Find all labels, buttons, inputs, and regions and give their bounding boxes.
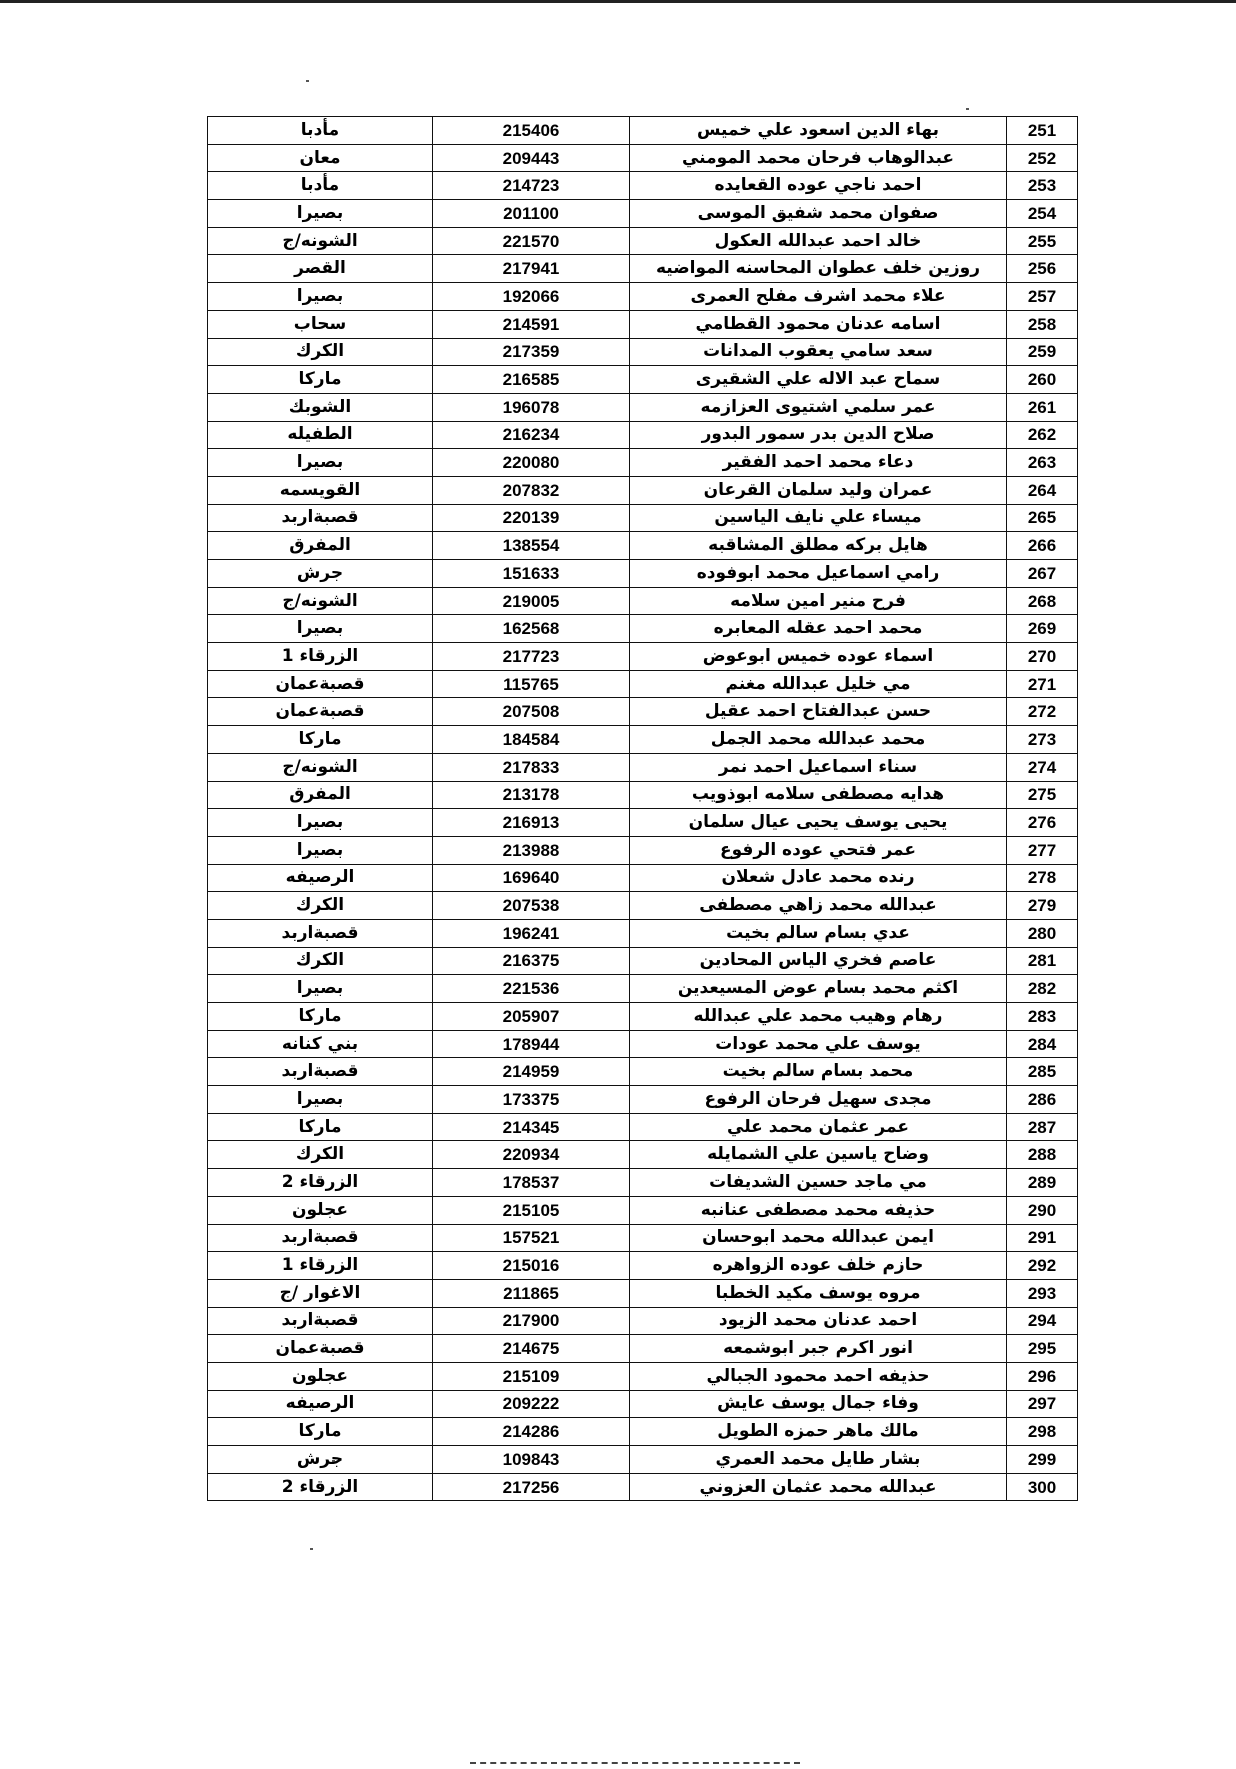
cell-number: 299 — [1007, 1446, 1078, 1474]
cell-number: 297 — [1007, 1390, 1078, 1418]
cell-name: سناء اسماعيل احمد نمر — [630, 753, 1007, 781]
cell-number: 290 — [1007, 1196, 1078, 1224]
cell-number: 254 — [1007, 200, 1078, 228]
table-row — [208, 781, 1078, 809]
cell-number: 277 — [1007, 836, 1078, 864]
cell-number: 274 — [1007, 753, 1078, 781]
table-row — [208, 1141, 1078, 1169]
cell-name: حذيفه محمد مصطفى عنانبه — [630, 1196, 1007, 1224]
cell-region: الزرقاء 2 — [208, 1169, 433, 1197]
cell-id: 196078 — [433, 393, 630, 421]
cell-name: عبدالله محمد عثمان العزوني — [630, 1473, 1007, 1501]
table-row — [208, 560, 1078, 588]
cell-number: 279 — [1007, 892, 1078, 920]
cell-number: 280 — [1007, 919, 1078, 947]
table-row — [208, 1446, 1078, 1474]
cell-name: احمد ناجي عوده القعايده — [630, 172, 1007, 200]
cell-name: عبدالوهاب فرحان محمد المومني — [630, 144, 1007, 172]
cell-name: مي ماجد حسين الشديفات — [630, 1169, 1007, 1197]
cell-id: 214675 — [433, 1335, 630, 1363]
cell-name: احمد عدنان محمد الزيود — [630, 1307, 1007, 1335]
cell-id: 151633 — [433, 560, 630, 588]
cell-id: 215406 — [433, 117, 630, 145]
table-row — [208, 1390, 1078, 1418]
cell-region: الرصيفه — [208, 864, 433, 892]
cell-id: 196241 — [433, 919, 630, 947]
cell-name: مجدى سهيل فرحان الرفوع — [630, 1086, 1007, 1114]
cell-region: بصيرا — [208, 449, 433, 477]
cell-number: 251 — [1007, 117, 1078, 145]
table-row — [208, 1418, 1078, 1446]
cell-number: 253 — [1007, 172, 1078, 200]
table-row — [208, 947, 1078, 975]
cell-id: 162568 — [433, 615, 630, 643]
table-row — [208, 283, 1078, 311]
cell-name: حذيفه احمد محمود الجبالي — [630, 1362, 1007, 1390]
cell-name: مروه يوسف مكيد الخطبا — [630, 1279, 1007, 1307]
table-row — [208, 117, 1078, 145]
table-row — [208, 1030, 1078, 1058]
cell-region: الكرك — [208, 338, 433, 366]
cell-number: 295 — [1007, 1335, 1078, 1363]
cell-region: بصيرا — [208, 615, 433, 643]
cell-name: يوسف علي محمد عودات — [630, 1030, 1007, 1058]
cell-number: 260 — [1007, 366, 1078, 394]
cell-id: 201100 — [433, 200, 630, 228]
cell-region: مأدبا — [208, 172, 433, 200]
cell-id: 214591 — [433, 310, 630, 338]
cell-name: دعاء محمد احمد الفقير — [630, 449, 1007, 477]
cell-number: 256 — [1007, 255, 1078, 283]
cell-region: عجلون — [208, 1362, 433, 1390]
cell-region: قصبةعمان — [208, 670, 433, 698]
table-row — [208, 1473, 1078, 1501]
cell-name: روزين خلف عطوان المحاسنه المواضيه — [630, 255, 1007, 283]
cell-region: بني كنانه — [208, 1030, 433, 1058]
cell-region: معان — [208, 144, 433, 172]
table-row — [208, 172, 1078, 200]
table-row — [208, 1224, 1078, 1252]
scan-speck — [306, 80, 309, 82]
cell-name: حسن عبدالفتاح احمد عقيل — [630, 698, 1007, 726]
cell-id: 214959 — [433, 1058, 630, 1086]
cell-name: عاصم فخري الياس المحادين — [630, 947, 1007, 975]
cell-id: 209443 — [433, 144, 630, 172]
cell-name: عمران وليد سلمان القرعان — [630, 476, 1007, 504]
cell-id: 184584 — [433, 726, 630, 754]
roster-table — [207, 116, 1078, 1501]
cell-number: 298 — [1007, 1418, 1078, 1446]
cell-number: 275 — [1007, 781, 1078, 809]
cell-name: هدايه مصطفى سلامه ابوذويب — [630, 781, 1007, 809]
cell-id: 217359 — [433, 338, 630, 366]
cell-number: 261 — [1007, 393, 1078, 421]
cell-id: 217723 — [433, 643, 630, 671]
cell-region: قصبةعمان — [208, 698, 433, 726]
table-row — [208, 532, 1078, 560]
table-row — [208, 1086, 1078, 1114]
table-row — [208, 864, 1078, 892]
cell-name: ايمن عبدالله محمد ابوحسان — [630, 1224, 1007, 1252]
cell-id: 217256 — [433, 1473, 630, 1501]
cell-name: عبدالله محمد زاهي مصطفى — [630, 892, 1007, 920]
cell-id: 216585 — [433, 366, 630, 394]
cell-region: الزرقاء 2 — [208, 1473, 433, 1501]
cell-id: 207508 — [433, 698, 630, 726]
cell-name: محمد عبدالله محمد الجمل — [630, 726, 1007, 754]
cell-number: 286 — [1007, 1086, 1078, 1114]
table-row — [208, 753, 1078, 781]
cell-region: بصيرا — [208, 1086, 433, 1114]
cell-region: مأدبا — [208, 117, 433, 145]
cell-id: 214723 — [433, 172, 630, 200]
cell-region: قصبةاربد — [208, 1058, 433, 1086]
table-row — [208, 393, 1078, 421]
cell-region: الرصيفه — [208, 1390, 433, 1418]
roster-body — [208, 117, 1078, 1501]
table-row — [208, 338, 1078, 366]
cell-region: الطفيله — [208, 421, 433, 449]
table-row — [208, 975, 1078, 1003]
cell-name: اكثم محمد بسام عوض المسيعدين — [630, 975, 1007, 1003]
cell-region: جرش — [208, 1446, 433, 1474]
cell-id: 215109 — [433, 1362, 630, 1390]
table-row — [208, 449, 1078, 477]
cell-region: بصيرا — [208, 200, 433, 228]
table-row — [208, 1196, 1078, 1224]
cell-number: 262 — [1007, 421, 1078, 449]
cell-name: عمر عثمان محمد علي — [630, 1113, 1007, 1141]
cell-name: مي خليل عبدالله مغنم — [630, 670, 1007, 698]
cell-name: مالك ماهر حمزه الطويل — [630, 1418, 1007, 1446]
cell-region: الكرك — [208, 947, 433, 975]
cell-name: خالد احمد عبدالله العكول — [630, 227, 1007, 255]
cell-region: الشونه/ج — [208, 227, 433, 255]
cell-name: اسامه عدنان محمود القطامي — [630, 310, 1007, 338]
cell-id: 219005 — [433, 587, 630, 615]
cell-id: 209222 — [433, 1390, 630, 1418]
table-row — [208, 1335, 1078, 1363]
cell-region: قصبةاربد — [208, 1307, 433, 1335]
cell-id: 215105 — [433, 1196, 630, 1224]
cell-region: ماركا — [208, 726, 433, 754]
cell-id: 216913 — [433, 809, 630, 837]
cell-id: 220934 — [433, 1141, 630, 1169]
cell-region: القويسمه — [208, 476, 433, 504]
cell-name: عدي بسام سالم بخيت — [630, 919, 1007, 947]
cell-id: 109843 — [433, 1446, 630, 1474]
cell-name: صفوان محمد شفيق الموسى — [630, 200, 1007, 228]
cell-number: 300 — [1007, 1473, 1078, 1501]
cell-id: 169640 — [433, 864, 630, 892]
cell-region: قصبةاربد — [208, 1224, 433, 1252]
cell-name: هايل بركه مطلق المشاقبه — [630, 532, 1007, 560]
table-row — [208, 504, 1078, 532]
cell-region: قصبةاربد — [208, 919, 433, 947]
cell-number: 289 — [1007, 1169, 1078, 1197]
cell-id: 211865 — [433, 1279, 630, 1307]
table-row — [208, 892, 1078, 920]
cell-number: 271 — [1007, 670, 1078, 698]
cell-region: الكرك — [208, 892, 433, 920]
table-row — [208, 144, 1078, 172]
cell-id: 178944 — [433, 1030, 630, 1058]
cell-id: 214345 — [433, 1113, 630, 1141]
cell-number: 252 — [1007, 144, 1078, 172]
cell-name: انور اكرم جبر ابوشمعه — [630, 1335, 1007, 1363]
cell-region: الزرقاء 1 — [208, 1252, 433, 1280]
cell-number: 291 — [1007, 1224, 1078, 1252]
cell-name: بشار طايل محمد العمري — [630, 1446, 1007, 1474]
cell-name: وضاح ياسين علي الشمايله — [630, 1141, 1007, 1169]
cell-name: صلاح الدين بدر سمور البدور — [630, 421, 1007, 449]
cell-id: 217900 — [433, 1307, 630, 1335]
cell-number: 258 — [1007, 310, 1078, 338]
cell-name: فرح منير امين سلامه — [630, 587, 1007, 615]
cell-number: 276 — [1007, 809, 1078, 837]
cell-id: 157521 — [433, 1224, 630, 1252]
cell-name: يحيى يوسف يحيى عيال سلمان — [630, 809, 1007, 837]
cell-region: ماركا — [208, 366, 433, 394]
cell-region: الشوبك — [208, 393, 433, 421]
cell-number: 288 — [1007, 1141, 1078, 1169]
cell-id: 192066 — [433, 283, 630, 311]
cell-name: محمد بسام سالم بخيت — [630, 1058, 1007, 1086]
cell-name: سعد سامي يعقوب المدانات — [630, 338, 1007, 366]
cell-number: 257 — [1007, 283, 1078, 311]
cell-name: سماح عبد الاله علي الشقيرى — [630, 366, 1007, 394]
cell-number: 283 — [1007, 1003, 1078, 1031]
table-row — [208, 310, 1078, 338]
cell-region: المفرق — [208, 781, 433, 809]
cell-region: سحاب — [208, 310, 433, 338]
cell-number: 273 — [1007, 726, 1078, 754]
table-row — [208, 919, 1078, 947]
cell-number: 255 — [1007, 227, 1078, 255]
cell-id: 173375 — [433, 1086, 630, 1114]
cell-name: عمر سلمي اشتيوى العزازمه — [630, 393, 1007, 421]
cell-region: المفرق — [208, 532, 433, 560]
cell-number: 282 — [1007, 975, 1078, 1003]
cell-number: 259 — [1007, 338, 1078, 366]
table-row — [208, 227, 1078, 255]
cell-id: 220080 — [433, 449, 630, 477]
table-row — [208, 698, 1078, 726]
cell-id: 221536 — [433, 975, 630, 1003]
cell-region: بصيرا — [208, 809, 433, 837]
table-row — [208, 1169, 1078, 1197]
table-row — [208, 476, 1078, 504]
cell-id: 217941 — [433, 255, 630, 283]
cell-number: 265 — [1007, 504, 1078, 532]
cell-number: 267 — [1007, 560, 1078, 588]
table-row — [208, 587, 1078, 615]
cell-number: 278 — [1007, 864, 1078, 892]
cell-number: 293 — [1007, 1279, 1078, 1307]
table-row — [208, 1362, 1078, 1390]
cell-name: علاء محمد اشرف مفلح العمرى — [630, 283, 1007, 311]
page-top-rule — [0, 0, 1236, 3]
table-row — [208, 366, 1078, 394]
table-row — [208, 1058, 1078, 1086]
cell-number: 270 — [1007, 643, 1078, 671]
cell-id: 178537 — [433, 1169, 630, 1197]
table-row — [208, 1307, 1078, 1335]
cell-id: 207538 — [433, 892, 630, 920]
scan-speck — [966, 108, 969, 110]
cell-region: بصيرا — [208, 283, 433, 311]
cell-region: قصبةاربد — [208, 504, 433, 532]
cell-name: ميساء علي نايف الياسين — [630, 504, 1007, 532]
cell-region: الشونه/ج — [208, 753, 433, 781]
cell-id: 138554 — [433, 532, 630, 560]
table-row — [208, 615, 1078, 643]
cell-id: 213988 — [433, 836, 630, 864]
table-row — [208, 1003, 1078, 1031]
cell-name: رنده محمد عادل شعلان — [630, 864, 1007, 892]
cell-number: 292 — [1007, 1252, 1078, 1280]
cell-region: بصيرا — [208, 975, 433, 1003]
cell-id: 115765 — [433, 670, 630, 698]
cell-region: ماركا — [208, 1113, 433, 1141]
cell-region: ماركا — [208, 1003, 433, 1031]
table-row — [208, 670, 1078, 698]
cell-id: 214286 — [433, 1418, 630, 1446]
scan-speck — [310, 1548, 313, 1550]
cell-id: 207832 — [433, 476, 630, 504]
cell-number: 281 — [1007, 947, 1078, 975]
table-row — [208, 1252, 1078, 1280]
cell-number: 268 — [1007, 587, 1078, 615]
cell-number: 269 — [1007, 615, 1078, 643]
cell-name: اسماء عوده خميس ابوعوض — [630, 643, 1007, 671]
table-row — [208, 1279, 1078, 1307]
table-row — [208, 726, 1078, 754]
cell-id: 205907 — [433, 1003, 630, 1031]
cell-name: وفاء جمال يوسف عايش — [630, 1390, 1007, 1418]
cell-number: 264 — [1007, 476, 1078, 504]
table-row — [208, 809, 1078, 837]
cell-region: الاغوار /ج — [208, 1279, 433, 1307]
cell-name: بهاء الدين اسعود علي خميس — [630, 117, 1007, 145]
cell-id: 215016 — [433, 1252, 630, 1280]
cell-name: رهام وهيب محمد علي عبدالله — [630, 1003, 1007, 1031]
cell-number: 263 — [1007, 449, 1078, 477]
cell-number: 266 — [1007, 532, 1078, 560]
cell-region: قصبةعمان — [208, 1335, 433, 1363]
cell-number: 272 — [1007, 698, 1078, 726]
cell-region: عجلون — [208, 1196, 433, 1224]
cell-region: جرش — [208, 560, 433, 588]
cell-region: القصر — [208, 255, 433, 283]
table-row — [208, 421, 1078, 449]
cell-region: الكرك — [208, 1141, 433, 1169]
cell-region: الشونه/ج — [208, 587, 433, 615]
cell-id: 221570 — [433, 227, 630, 255]
table-row — [208, 643, 1078, 671]
cell-name: رامي اسماعيل محمد ابوفوده — [630, 560, 1007, 588]
table-row — [208, 255, 1078, 283]
cell-number: 296 — [1007, 1362, 1078, 1390]
cell-region: ماركا — [208, 1418, 433, 1446]
cell-number: 284 — [1007, 1030, 1078, 1058]
table-row — [208, 836, 1078, 864]
cell-number: 287 — [1007, 1113, 1078, 1141]
cell-number: 294 — [1007, 1307, 1078, 1335]
cell-region: بصيرا — [208, 836, 433, 864]
cell-name: عمر فتحي عوده الرفوع — [630, 836, 1007, 864]
cell-id: 217833 — [433, 753, 630, 781]
table-row — [208, 200, 1078, 228]
cell-id: 220139 — [433, 504, 630, 532]
cell-name: حازم خلف عوده الزواهره — [630, 1252, 1007, 1280]
cell-id: 216234 — [433, 421, 630, 449]
table-row — [208, 1113, 1078, 1141]
cell-id: 216375 — [433, 947, 630, 975]
page-bottom-rule — [470, 1762, 800, 1766]
cell-name: محمد احمد عقله المعابره — [630, 615, 1007, 643]
cell-id: 213178 — [433, 781, 630, 809]
cell-number: 285 — [1007, 1058, 1078, 1086]
cell-region: الزرقاء 1 — [208, 643, 433, 671]
